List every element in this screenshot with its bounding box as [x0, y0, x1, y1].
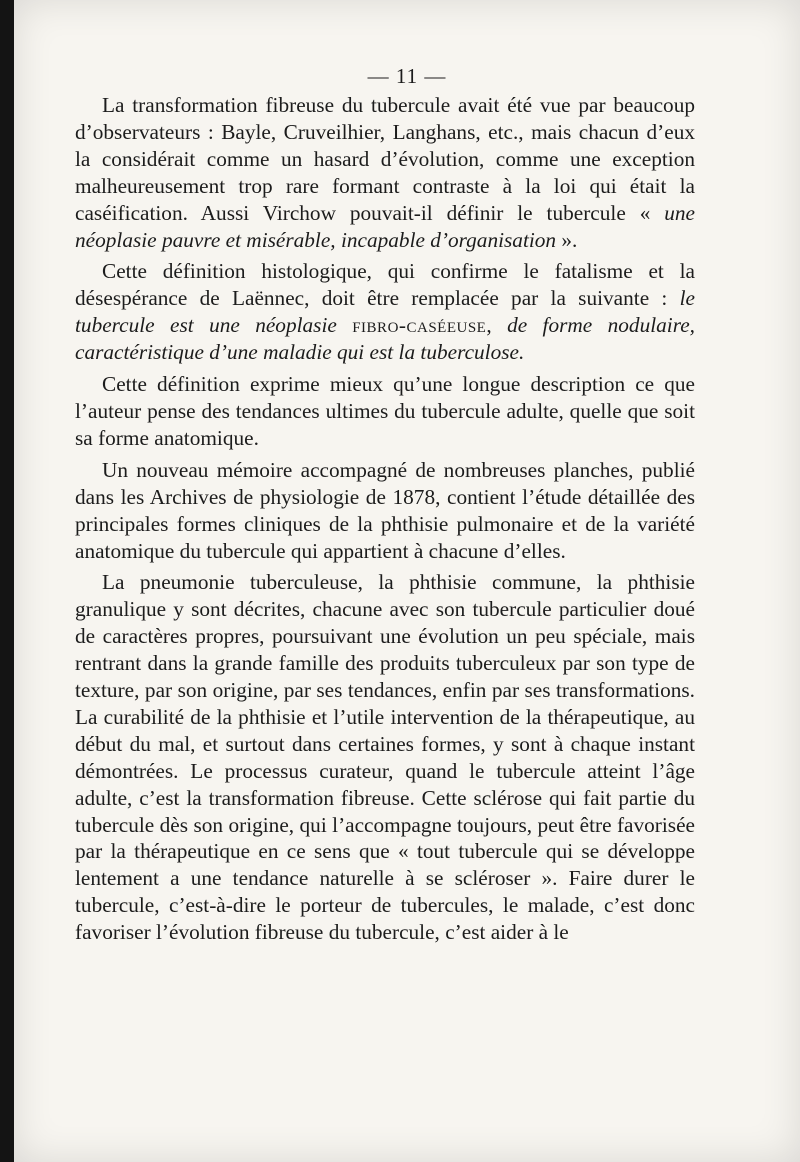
binding-edge: [0, 0, 14, 1162]
paragraph-5: [75, 569, 695, 946]
text-run: Cette définition histologique, qui confirme le fatalisme et la désespérance de Laënnec, doit être remplacée par la suivante :: [75, 259, 695, 311]
body-text: [75, 92, 695, 951]
book-page: [14, 0, 800, 1162]
paragraph-2: [75, 258, 695, 366]
text-run: fibro-caséeuse: [352, 313, 487, 338]
paragraph-1: [75, 92, 695, 253]
text-run: une néoplasie pauvre et misérable, incapable d’organisation: [75, 200, 695, 252]
text-run: La pneumonie tuberculeuse, la phthisie commune, la phthisie granulique y sont décrites, chacune avec son tubercule particulier doué de caractères propres, poursuivant une évolution un peu spéciale, mais rentrant dans la grande famille des produits tuberculeux par son type de texture, par son origine, par ses tendances, enfin par ses transformations. La curabilité de la phthisie et l’utile intervention de la thérapeutique, au début du mal, et surtout dans certaines formes, y sont à chaque instant démontrées. Le processus curateur, quand le tubercule atteint l’âge adulte, c’est la transformation fibreuse. Cette sclérose qui fait partie du tubercule dès son origine, qui l’accompagne toujours, peut être favorisée par la thérapeutique en ce sens que « tout tubercule qui se développe lentement a une tendance naturelle à se scléroser ». Faire durer le tubercule, c’est-à-dire le porteur de tubercules, le malade, c’est donc favoriser l’évolution fibreuse du tubercule, c’est aider à le: [75, 570, 695, 945]
page-number: — 11 —: [367, 64, 447, 88]
text-run: La transformation fibreuse du tubercule avait été vue par beaucoup d’observateurs : Bayle, Cruveilhier, Langhans, etc., mais chacun d’eux la considérait comme un hasard d’évolution, comme une exception malheureusement trop rare formant contraste à la loi qui était la caséification. Aussi Virchow pouvait-il définir le tubercule «: [75, 93, 695, 225]
text-run: ».: [556, 227, 578, 252]
text-run: Cette définition exprime mieux qu’une longue description ce que l’auteur pense des tendances ultimes du tubercule adulte, quelle que soit sa forme anatomique.: [75, 372, 695, 450]
paragraph-3: [75, 371, 695, 452]
text-run: le tubercule est une néoplasie: [75, 286, 695, 338]
text-run: de forme nodulaire, caractéristique d’une maladie qui est la tuberculose.: [75, 313, 695, 365]
text-run: ,: [486, 313, 508, 338]
text-run: Un nouveau mémoire accompagné de nombreuses planches, publié dans les Archives de physiologie de 1878, contient l’étude détaillée des principales formes cliniques de la phthisie pulmonaire et de la variété anatomique du tubercule qui appartient à chacune d’elles.: [75, 457, 695, 563]
paragraph-4: [75, 457, 695, 565]
